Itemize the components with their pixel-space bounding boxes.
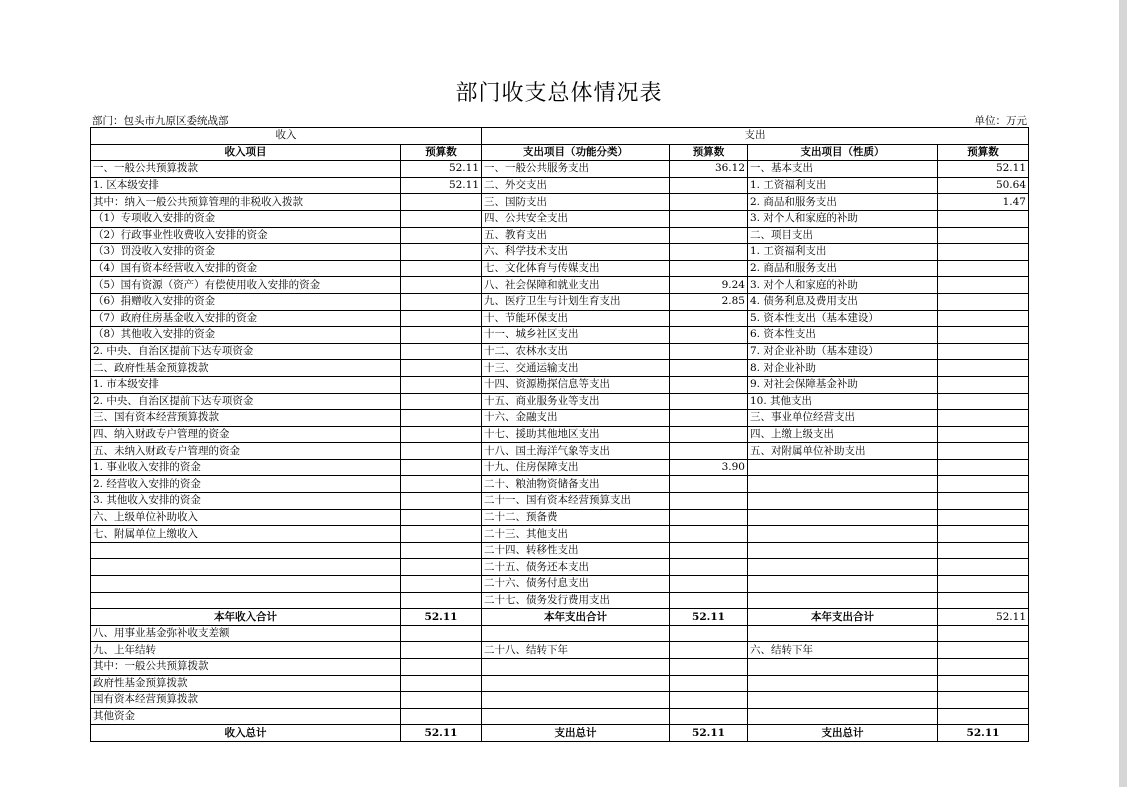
income-budget-cell [401,675,482,692]
expense-nature-item-cell: 4. 债务利息及费用支出 [748,293,938,310]
expense-func-item-cell: 本年支出合计 [482,609,670,626]
table-row [91,376,1029,393]
header-income-item: 收入项目 [91,144,401,161]
expense-nature-budget-cell [938,393,1029,410]
table-row [91,360,1029,377]
income-item-cell: 其中：纳入一般公共预算管理的非税收入拨款 [91,194,401,211]
expense-nature-item-cell [748,576,938,593]
expense-nature-item-cell [748,526,938,543]
table-row [91,161,1029,178]
income-budget-cell [401,343,482,360]
income-budget-cell [401,443,482,460]
expense-nature-budget-cell: 52.11 [938,609,1029,626]
expense-func-budget-cell [670,476,748,493]
expense-func-item-cell: 二十七、债务发行费用支出 [482,592,670,609]
expense-func-item-cell: 五、教育支出 [482,227,670,244]
expense-nature-item-cell [748,459,938,476]
table-row [91,592,1029,609]
expense-nature-budget-cell [938,576,1029,593]
table-row [91,542,1029,559]
expense-func-budget-cell [670,542,748,559]
income-item-cell: 九、上年结转 [91,642,401,659]
expense-nature-item-cell: 四、上缴上级支出 [748,426,938,443]
expense-nature-budget-cell [938,459,1029,476]
expense-nature-budget-cell [938,410,1029,427]
expense-nature-item-cell: 10. 其他支出 [748,393,938,410]
expense-func-budget-cell [670,675,748,692]
table-row [91,659,1029,676]
income-item-cell: （3）罚没收入安排的资金 [91,244,401,261]
expense-nature-budget-cell [938,360,1029,377]
expense-nature-item-cell: 8. 对企业补助 [748,360,938,377]
income-item-cell: 三、国有资本经营预算拨款 [91,410,401,427]
expense-func-budget-cell [670,692,748,709]
expense-func-item-cell: 七、文化体育与传媒支出 [482,260,670,277]
income-budget-cell [401,376,482,393]
expense-func-item-cell: 十八、国土海洋气象等支出 [482,443,670,460]
income-item-cell: 1. 事业收入安排的资金 [91,459,401,476]
expense-func-item-cell: 十五、商业服务业等支出 [482,393,670,410]
income-item-cell: 八、用事业基金弥补收支差额 [91,625,401,642]
table-row [91,459,1029,476]
department-label: 部门：包头市九原区委统战部 [92,115,229,127]
expense-func-budget-cell [670,625,748,642]
table-row [91,675,1029,692]
expense-nature-budget-cell [938,692,1029,709]
expense-nature-budget-cell [938,592,1029,609]
expense-nature-item-cell [748,592,938,609]
income-budget-cell [401,476,482,493]
income-budget-cell [401,260,482,277]
expense-nature-item-cell [748,625,938,642]
expense-nature-item-cell [748,509,938,526]
expense-func-budget-cell: 36.12 [670,161,748,178]
expense-nature-budget-cell [938,526,1029,543]
table-row [91,443,1029,460]
expense-func-item-cell: 二十四、转移性支出 [482,542,670,559]
expense-func-budget-cell [670,493,748,510]
expense-nature-budget-cell [938,708,1029,725]
table-row [91,692,1029,709]
expense-func-item-cell: 十、节能环保支出 [482,310,670,327]
expense-nature-budget-cell [938,260,1029,277]
expense-nature-item-cell: 3. 对个人和家庭的补助 [748,277,938,294]
income-item-cell [91,559,401,576]
expense-nature-item-cell: 3. 对个人和家庭的补助 [748,210,938,227]
expense-func-item-cell: 九、医疗卫生与计划生育支出 [482,293,670,310]
expense-nature-item-cell: 二、项目支出 [748,227,938,244]
income-item-cell: （6）捐赠收入安排的资金 [91,293,401,310]
expense-nature-item-cell: 6. 资本性支出 [748,327,938,344]
expense-func-item-cell: 十二、农林水支出 [482,343,670,360]
expense-func-item-cell: 支出总计 [482,725,670,742]
income-item-cell: （5）国有资源（资产）有偿使用收入安排的资金 [91,277,401,294]
expense-nature-budget-cell [938,277,1029,294]
income-item-cell: 本年收入合计 [91,609,401,626]
expense-func-budget-cell [670,360,748,377]
header-row-group [91,128,1029,145]
income-budget-cell [401,576,482,593]
header-expense-func: 支出项目（功能分类） [482,144,670,161]
expense-func-item-cell: 六、科学技术支出 [482,244,670,261]
income-budget-cell [401,244,482,261]
expense-nature-budget-cell: 50.64 [938,177,1029,194]
expense-nature-item-cell: 1. 工资福利支出 [748,177,938,194]
expense-nature-item-cell: 本年支出合计 [748,609,938,626]
income-item-cell: 七、附属单位上缴收入 [91,526,401,543]
expense-func-budget-cell [670,227,748,244]
table-row [91,576,1029,593]
table-row [91,725,1029,742]
expense-nature-budget-cell [938,244,1029,261]
expense-func-budget-cell [670,526,748,543]
header-income: 收入 [91,128,482,145]
income-budget-cell [401,327,482,344]
table-row [91,327,1029,344]
expense-nature-budget-cell [938,493,1029,510]
table-row [91,260,1029,277]
expense-nature-item-cell: 1. 工资福利支出 [748,244,938,261]
income-budget-cell [401,210,482,227]
expense-func-budget-cell [670,343,748,360]
income-item-cell: 二、政府性基金预算拨款 [91,360,401,377]
table-row [91,493,1029,510]
expense-func-item-cell [482,659,670,676]
expense-func-item-cell: 十九、住房保障支出 [482,459,670,476]
vertical-scrollbar[interactable] [1119,0,1127,787]
table-row [91,210,1029,227]
expense-func-budget-cell [670,410,748,427]
expense-nature-item-cell: 五、对附属单位补助支出 [748,443,938,460]
header-expense: 支出 [482,128,1029,145]
income-item-cell: 1. 市本级安排 [91,376,401,393]
expense-func-item-cell: 十四、资源勘探信息等支出 [482,376,670,393]
expense-nature-budget-cell [938,293,1029,310]
income-item-cell: 一、一般公共预算拨款 [91,161,401,178]
expense-func-budget-cell [670,708,748,725]
expense-nature-budget-cell [938,559,1029,576]
income-budget-cell [401,592,482,609]
expense-func-budget-cell [670,310,748,327]
table-row [91,642,1029,659]
expense-func-item-cell: 十六、金融支出 [482,410,670,427]
table-row [91,625,1029,642]
income-budget-cell [401,194,482,211]
income-item-cell: 2. 经营收入安排的资金 [91,476,401,493]
income-budget-cell [401,692,482,709]
income-item-cell: 1. 区本级安排 [91,177,401,194]
expense-func-budget-cell [670,659,748,676]
income-budget-cell [401,393,482,410]
header-row-columns [91,144,1029,161]
expense-func-budget-cell: 9.24 [670,277,748,294]
table-row [91,177,1029,194]
expense-func-budget-cell [670,576,748,593]
expense-func-budget-cell [670,559,748,576]
expense-func-item-cell: 二十六、债务付息支出 [482,576,670,593]
income-budget-cell [401,459,482,476]
expense-nature-budget-cell [938,227,1029,244]
expense-nature-budget-cell [938,476,1029,493]
expense-nature-item-cell: 9. 对社会保障基金补助 [748,376,938,393]
income-item-cell: 政府性基金预算拨款 [91,675,401,692]
expense-func-item-cell [482,625,670,642]
expense-nature-budget-cell [938,376,1029,393]
unit-label: 单位：万元 [974,115,1027,127]
expense-func-item-cell: 十一、城乡社区支出 [482,327,670,344]
page-title: 部门收支总体情况表 [455,81,663,106]
expense-func-item-cell: 二十三、其他支出 [482,526,670,543]
income-budget-cell [401,410,482,427]
income-item-cell [91,592,401,609]
expense-func-budget-cell [670,642,748,659]
income-item-cell: 3. 其他收入安排的资金 [91,493,401,510]
income-item-cell: 其中：一般公共预算拨款 [91,659,401,676]
expense-nature-item-cell [748,708,938,725]
income-budget-cell [401,526,482,543]
expense-nature-budget-cell [938,542,1029,559]
table-row [91,476,1029,493]
table-row [91,227,1029,244]
expense-func-item-cell: 一、一般公共服务支出 [482,161,670,178]
expense-func-item-cell: 二十、粮油物资储备支出 [482,476,670,493]
expense-func-item-cell: 二十八、结转下年 [482,642,670,659]
expense-func-budget-cell [670,327,748,344]
income-budget-cell [401,426,482,443]
income-item-cell: 六、上级单位补助收入 [91,509,401,526]
expense-func-item-cell: 十三、交通运输支出 [482,360,670,377]
income-item-cell: （1）专项收入安排的资金 [91,210,401,227]
header-budget-func: 预算数 [670,144,748,161]
expense-nature-budget-cell [938,642,1029,659]
expense-nature-budget-cell [938,443,1029,460]
expense-func-budget-cell [670,393,748,410]
table-row [91,194,1029,211]
income-item-cell [91,542,401,559]
income-item-cell: （8）其他收入安排的资金 [91,327,401,344]
income-item-cell: 2. 中央、自治区提前下达专项资金 [91,343,401,360]
income-item-cell: （4）国有资本经营收入安排的资金 [91,260,401,277]
table-row [91,609,1029,626]
expense-func-budget-cell [670,443,748,460]
expense-nature-item-cell [748,675,938,692]
expense-func-budget-cell [670,194,748,211]
table-row [91,244,1029,261]
expense-nature-item-cell [748,559,938,576]
expense-func-budget-cell: 3.90 [670,459,748,476]
income-budget-cell [401,659,482,676]
table-row [91,310,1029,327]
expense-nature-item-cell [748,692,938,709]
income-item-cell: 收入总计 [91,725,401,742]
expense-func-item-cell: 三、国防支出 [482,194,670,211]
table-row [91,559,1029,576]
income-budget-cell [401,509,482,526]
expense-func-item-cell [482,675,670,692]
income-budget-cell: 52.11 [401,161,482,178]
expense-func-item-cell: 二十二、预备费 [482,509,670,526]
income-budget-cell [401,277,482,294]
income-item-cell [91,576,401,593]
expense-nature-item-cell: 5. 资本性支出（基本建设） [748,310,938,327]
table-row [91,277,1029,294]
expense-nature-item-cell [748,493,938,510]
income-budget-cell: 52.11 [401,609,482,626]
expense-nature-budget-cell [938,659,1029,676]
expense-nature-item-cell: 2. 商品和服务支出 [748,194,938,211]
income-budget-cell [401,360,482,377]
expense-nature-budget-cell: 1.47 [938,194,1029,211]
table-row [91,410,1029,427]
expense-nature-item-cell [748,659,938,676]
table-row [91,343,1029,360]
income-budget-cell [401,625,482,642]
income-item-cell: 五、未纳入财政专户管理的资金 [91,443,401,460]
expense-func-budget-cell [670,244,748,261]
expense-nature-budget-cell [938,675,1029,692]
income-item-cell: 其他资金 [91,708,401,725]
expense-nature-item-cell: 7. 对企业补助（基本建设） [748,343,938,360]
expense-nature-item-cell: 三、事业单位经营支出 [748,410,938,427]
expense-func-item-cell: 二、外交支出 [482,177,670,194]
expense-nature-item-cell: 六、结转下年 [748,642,938,659]
expense-func-budget-cell [670,177,748,194]
header-budget-income: 预算数 [401,144,482,161]
income-budget-cell [401,559,482,576]
income-budget-cell: 52.11 [401,725,482,742]
expense-func-budget-cell [670,509,748,526]
income-item-cell: （2）行政事业性收费收入安排的资金 [91,227,401,244]
expense-func-item-cell: 二十五、债务还本支出 [482,559,670,576]
expense-nature-item-cell [748,476,938,493]
expense-func-item-cell: 十七、援助其他地区支出 [482,426,670,443]
income-budget-cell [401,293,482,310]
income-item-cell: 国有资本经营预算拨款 [91,692,401,709]
expense-nature-budget-cell [938,327,1029,344]
income-item-cell: 2. 中央、自治区提前下达专项资金 [91,393,401,410]
expense-func-item-cell [482,692,670,709]
expense-nature-budget-cell [938,509,1029,526]
expense-func-budget-cell: 2.85 [670,293,748,310]
expense-func-item-cell [482,708,670,725]
income-budget-cell: 52.11 [401,177,482,194]
expense-nature-budget-cell [938,426,1029,443]
expense-func-budget-cell [670,426,748,443]
budget-table [90,127,1029,742]
income-item-cell: 四、纳入财政专户管理的资金 [91,426,401,443]
table-row [91,426,1029,443]
income-budget-cell [401,310,482,327]
table-row [91,293,1029,310]
expense-nature-item-cell: 2. 商品和服务支出 [748,260,938,277]
expense-nature-budget-cell [938,625,1029,642]
income-budget-cell [401,227,482,244]
income-budget-cell [401,642,482,659]
expense-func-budget-cell [670,376,748,393]
income-item-cell: （7）政府住房基金收入安排的资金 [91,310,401,327]
expense-nature-budget-cell: 52.11 [938,161,1029,178]
table-row [91,509,1029,526]
expense-func-budget-cell [670,210,748,227]
income-budget-cell [401,708,482,725]
income-budget-cell [401,493,482,510]
expense-nature-item-cell: 支出总计 [748,725,938,742]
table-row [91,526,1029,543]
expense-func-budget-cell [670,592,748,609]
header-expense-nature: 支出项目（性质） [748,144,938,161]
expense-nature-item-cell [748,542,938,559]
expense-nature-budget-cell [938,343,1029,360]
expense-nature-budget-cell [938,210,1029,227]
expense-func-item-cell: 二十一、国有资本经营预算支出 [482,493,670,510]
expense-nature-item-cell: 一、基本支出 [748,161,938,178]
expense-nature-budget-cell [938,310,1029,327]
expense-func-budget-cell [670,260,748,277]
expense-func-budget-cell: 52.11 [670,609,748,626]
income-budget-cell [401,542,482,559]
expense-func-item-cell: 八、社会保障和就业支出 [482,277,670,294]
expense-func-budget-cell: 52.11 [670,725,748,742]
header-budget-nature: 预算数 [938,144,1029,161]
expense-func-item-cell: 四、公共安全支出 [482,210,670,227]
table-row [91,393,1029,410]
table-row [91,708,1029,725]
expense-nature-budget-cell: 52.11 [938,725,1029,742]
